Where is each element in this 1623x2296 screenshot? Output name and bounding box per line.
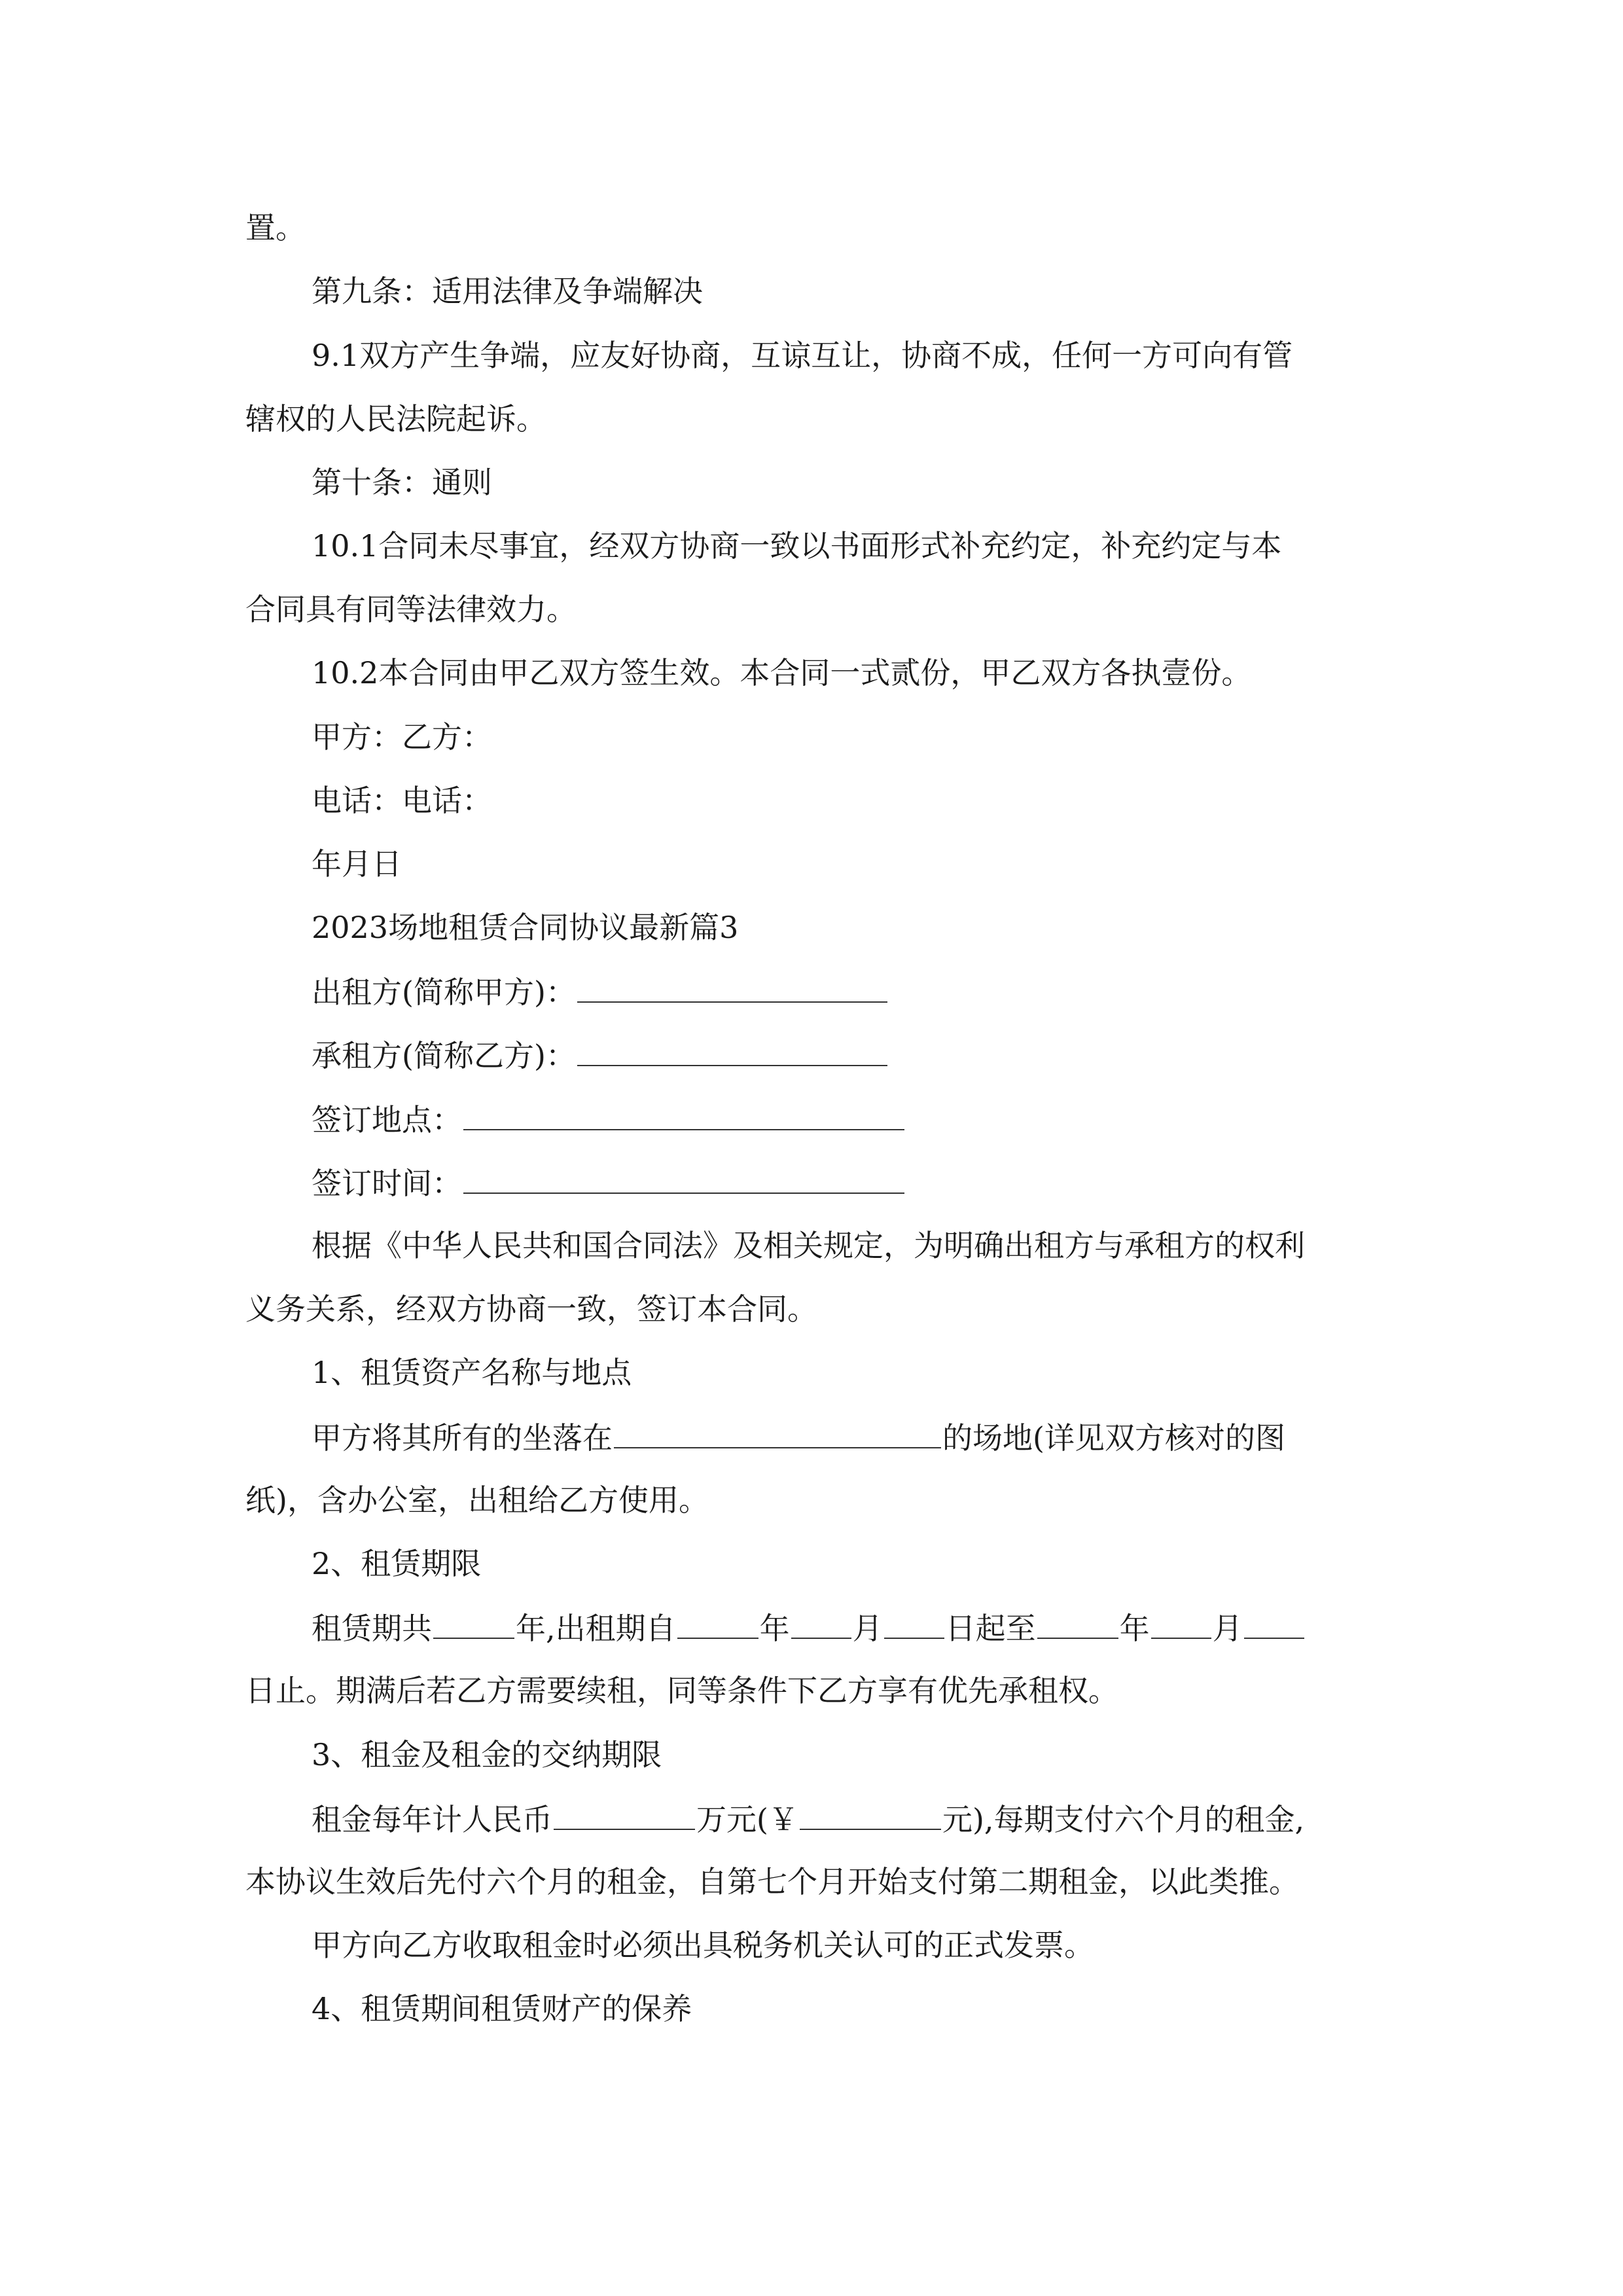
text-segment: 租金每年计人民币 (312, 1802, 552, 1837)
text-segment: 租赁期共 (312, 1611, 432, 1646)
signing-time-field (312, 1162, 906, 1202)
lessee-label: 承租方(简称乙方)： (312, 1038, 576, 1073)
section-3-heading: 3、租金及租金的交纳期限 (312, 1737, 662, 1772)
contract-title: 2023场地租赁合同协议最新篇3 (312, 910, 739, 945)
text-segment: 年 (759, 1611, 790, 1646)
clause-9-1-line-2: 辖权的人民法院起诉。 (245, 401, 546, 437)
section-4-heading: 4、租赁期间租赁财产的保养 (312, 1991, 692, 2026)
text-segment: 万元(￥ (696, 1802, 798, 1837)
signing-place-blank[interactable] (463, 1099, 904, 1130)
article-9-heading: 第九条：适用法律及争端解决 (312, 274, 703, 309)
party-signature-line: 甲方：乙方： (312, 719, 492, 755)
lessor-blank[interactable] (577, 971, 887, 1003)
clause-10-1-line-2: 合同具有同等法律效力。 (245, 592, 577, 627)
text-segment: 年 (1119, 1611, 1150, 1646)
lessee-blank[interactable] (577, 1035, 887, 1066)
article-10-heading: 第十条：通则 (312, 465, 492, 500)
lessor-label: 出租方(简称甲方)： (312, 975, 576, 1010)
text-segment: 年,出租期自 (516, 1611, 676, 1646)
section-1-heading: 1、租赁资产名称与地点 (312, 1355, 632, 1390)
text-segment: 元),每期支付六个月的租金, (942, 1802, 1305, 1837)
start-month-blank[interactable] (791, 1607, 851, 1639)
section-3-line-2: 本协议生效后先付六个月的租金，自第七个月开始支付第二期租金，以此类推。 (245, 1864, 1299, 1899)
text-segment: 日起至 (945, 1611, 1036, 1646)
section-2-line-2: 日止。期满后若乙方需要续租，同等条件下乙方享有优先承租权。 (245, 1673, 1118, 1708)
end-month-blank[interactable] (1151, 1607, 1211, 1639)
text-segment: 月 (1212, 1611, 1243, 1646)
start-day-blank[interactable] (884, 1607, 944, 1639)
signing-place-label: 签订地点： (312, 1102, 462, 1138)
phone-line: 电话：电话： (312, 783, 492, 818)
signing-time-label: 签订时间： (312, 1166, 462, 1201)
clause-10-2: 10.2本合同由甲乙双方签生效。本合同一式贰份，甲乙双方各执壹份。 (312, 655, 1252, 691)
lessee-field (312, 1035, 889, 1074)
text-segment: 月 (852, 1611, 883, 1646)
end-day-blank[interactable] (1244, 1607, 1304, 1639)
rent-yuan-blank[interactable] (800, 1799, 941, 1830)
preamble-line-2: 义务关系，经双方协商一致，签订本合同。 (245, 1291, 817, 1327)
section-3-line-1 (312, 1799, 1304, 1838)
location-blank[interactable] (614, 1417, 941, 1448)
lessor-field (312, 971, 889, 1011)
term-years-blank[interactable] (433, 1607, 514, 1639)
rent-amount-blank[interactable] (554, 1799, 695, 1830)
text-segment: 的场地(详见双方核对的图 (942, 1420, 1285, 1456)
text-segment: 甲方将其所有的坐落在 (312, 1420, 613, 1456)
invoice-line: 甲方向乙方收取租金时必须出具税务机关认可的正式发票。 (312, 1928, 1094, 1963)
clause-9-1-line-1: 9.1双方产生争端，应友好协商，互谅互让，协商不成，任何一方可向有管 (312, 338, 1293, 373)
start-year-blank[interactable] (677, 1607, 758, 1639)
date-line: 年月日 (312, 846, 402, 882)
section-2-heading: 2、租赁期限 (312, 1546, 482, 1581)
preamble-line-1: 根据《中华人民共和国合同法》及相关规定，为明确出租方与承租方的权利 (312, 1228, 1305, 1263)
signing-place-field (312, 1099, 906, 1138)
signing-time-blank[interactable] (463, 1162, 904, 1194)
clause-10-1-line-1: 10.1合同未尽事宜，经双方协商一致以书面形式补充约定，补充约定与本 (312, 528, 1282, 564)
section-1-line-2: 纸)，含办公室，出租给乙方使用。 (245, 1482, 709, 1518)
end-year-blank[interactable] (1037, 1607, 1118, 1639)
section-1-line-1 (312, 1417, 1285, 1456)
paragraph-continuation: 置。 (245, 210, 306, 245)
section-2-line-1 (312, 1607, 1306, 1647)
